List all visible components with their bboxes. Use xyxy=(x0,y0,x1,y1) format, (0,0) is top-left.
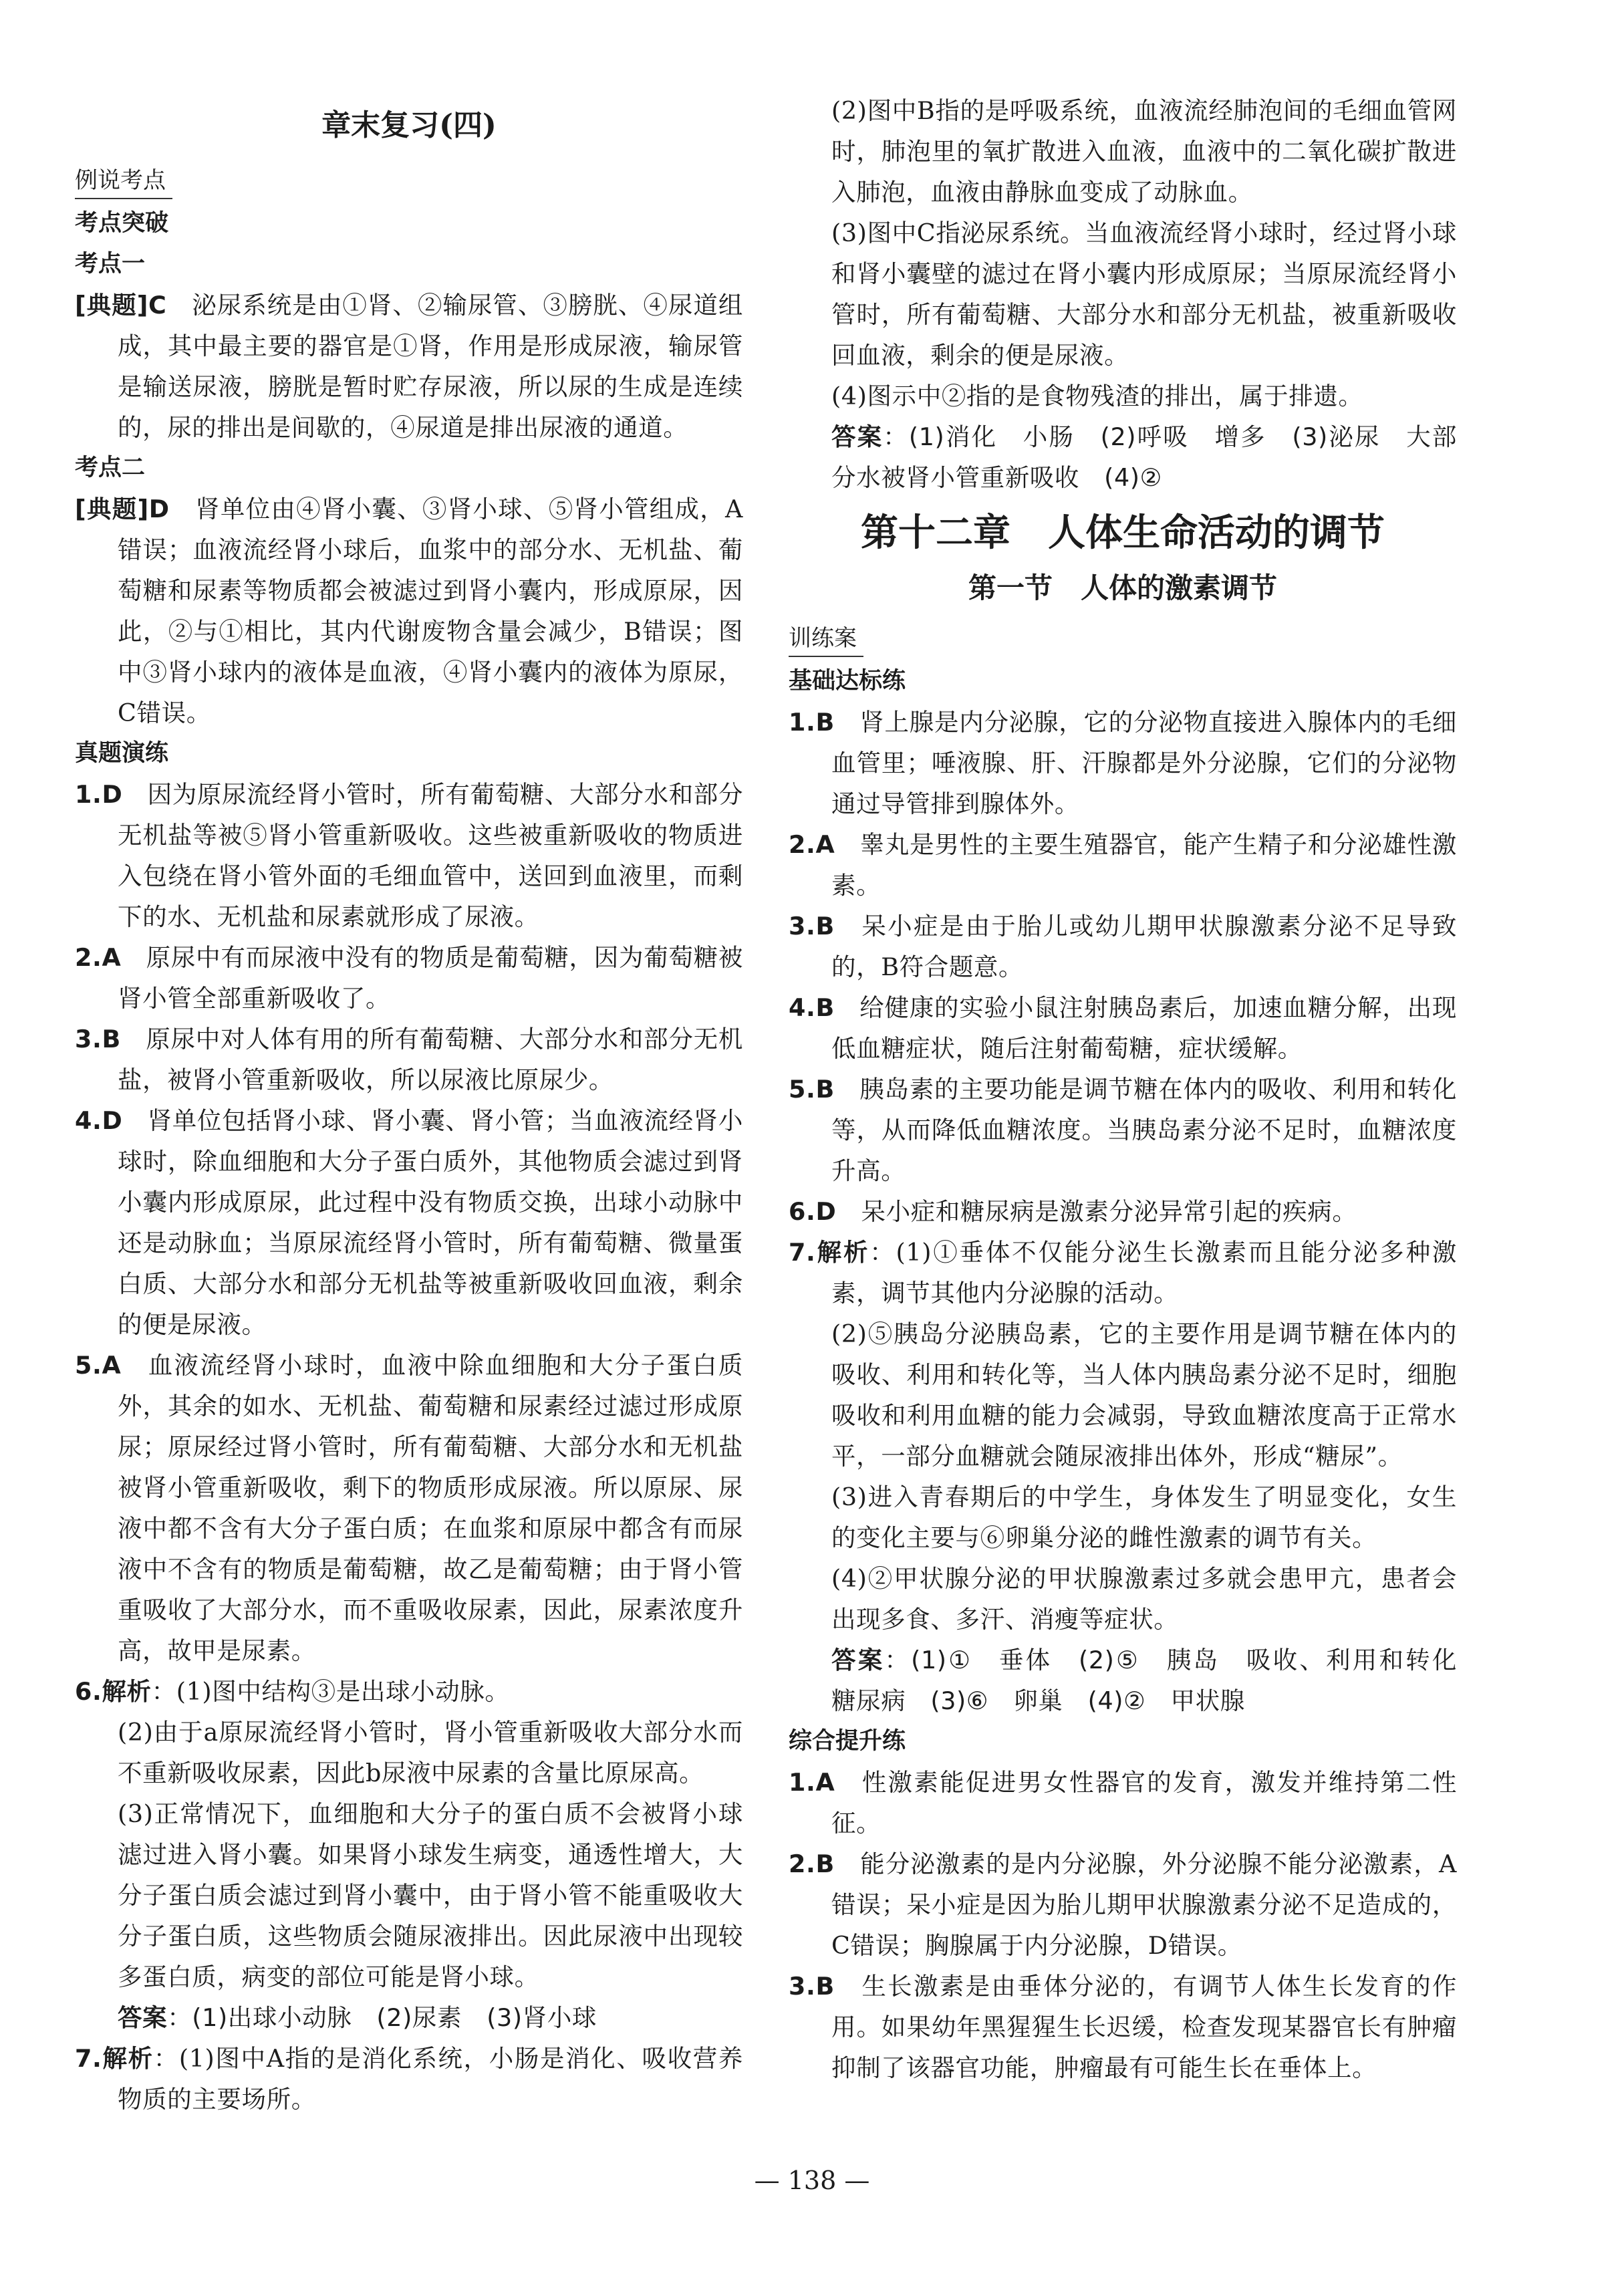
answer-item: 6.解析：(1)图中结构③是出球小动脉。 xyxy=(75,1677,510,1706)
answer-sub: (3)进入青春期后的中学生，身体发生了明显变化，女生的变化主要与⑥卵巢分泌的雌性激素的调节有关。 xyxy=(831,1483,1457,1552)
answer-sub: (2)由于a原尿流经肾小管时，肾小管重新吸收大部分水而不重新吸收尿素，因此b尿液中尿素的含量比原尿高。 xyxy=(118,1718,743,1787)
answer-sub: (4)图示中②指的是食物残渣的排出，属于排遗。 xyxy=(831,382,1363,410)
answer-item: 5.B 胰岛素的主要功能是调节糖在体内的吸收、利用和转化等，从而降低血糖浓度。当胰岛素分泌不足时，血糖浓度升高。 xyxy=(789,1075,1457,1185)
answer-item: 3.B 原尿中对人体有用的所有葡萄糖、大部分水和部分无机盐，被肾小管重新吸收，所以尿液比原尿少。 xyxy=(75,1025,743,1094)
answer-item: 2.A 睾丸是男性的主要生殖器官，能产生精子和分泌雄性激素。 xyxy=(789,830,1457,900)
answer-sub: (2)⑤胰岛分泌胰岛素，它的主要作用是调节糖在体内的吸收、利用和转化等，当人体内胰岛素分泌不足时，细胞吸收和利用血糖的能力会减弱，导致血糖浓度高于正常水平，一部分血糖就会随尿液排出体外，形成“糖尿”。 xyxy=(831,1319,1457,1471)
answer-key: 答案：(1)出球小动脉 (2)尿素 (3)肾小球 xyxy=(118,2003,597,2032)
example-2: [典题]D 肾单位由④肾小囊、③肾小球、⑤肾小管组成，A错误；血液流经肾小球后，血浆中的部分水、无机盐、葡萄糖和尿素等物质都会被滤过到肾小囊内，形成原尿，因此，②与①相比，其内代谢废物含量会减少，B错误；图中③肾小球内的液体是血液，④肾小囊内的液体为原尿，C错误。 xyxy=(75,495,743,727)
answer-item: 6.D 呆小症和糖尿病是激素分泌异常引起的疾病。 xyxy=(789,1197,1357,1226)
answer-item: 7.解析：(1)①垂体不仅能分泌生长激素而且能分泌多种激素，调节其他内分泌腺的活动。 xyxy=(789,1238,1457,1307)
answer-item: 1.D 因为原尿流经肾小管时，所有葡萄糖、大部分水和部分无机盐等被⑤肾小管重新吸收。这些被重新吸收的物质进入包绕在肾小管外面的毛细血管中，送回到血液里，而剩下的水、无机盐和尿素就形成了尿液。 xyxy=(75,780,743,931)
answer-sub: (2)图中B指的是呼吸系统，血液流经肺泡间的毛细血管网时，肺泡里的氧扩散进入血液，血液中的二氧化碳扩散进入肺泡，血液由静脉血变成了动脉血。 xyxy=(831,96,1457,207)
example-1: [典题]C 泌尿系统是由①肾、②输尿管、③膀胱、④尿道组成，其中最主要的器官是①肾，作用是形成尿液，输尿管是输送尿液，膀胱是暂时贮存尿液，所以尿的生成是连续的，尿的排出是间歇的，④尿道是排出尿液的通道。 xyxy=(75,291,744,442)
example-1-label: [典题]C xyxy=(75,291,167,320)
heading-basic: 基础达标练 xyxy=(789,668,906,694)
answer-item: 1.A 性激素能促进男女性器官的发育，激发并维持第二性征。 xyxy=(789,1768,1457,1837)
answer-key: 答案：(1)① 垂体 (2)⑤ 胰岛 吸收、利用和转化 糖尿病 (3)⑥ 卵巢 (4)② 甲状腺 xyxy=(831,1646,1482,1715)
left-column xyxy=(75,87,743,2120)
answer-item: 4.D 肾单位包括肾小球、肾小囊、肾小管；当血液流经肾小球时，除血细胞和大分子蛋白质外，其他物质会滤过到肾小囊内形成原尿，此过程中没有物质交换，出球小动脉中还是动脉血；当原尿流经肾小管时，所有葡萄糖、微量蛋白质、大部分水和部分无机盐等被重新吸收回血液，剩余的便是尿液。 xyxy=(75,1106,743,1339)
answer-sub: (3)图中C指泌尿系统。当血液流经肾小球时，经过肾小球和肾小囊壁的滤过在肾小囊内形成原尿；当原尿流经肾小管时，所有葡萄糖、大部分水和部分无机盐，被重新吸收回血液，剩余的便是尿液。 xyxy=(831,219,1457,370)
answer-item: 5.A 血液流经肾小球时，血液中除血细胞和大分子蛋白质外，其余的如水、无机盐、葡萄糖和尿素经过滤过形成原尿；原尿经过肾小管时，所有葡萄糖、大部分水和无机盐被肾小管重新吸收，剩下的物质形成尿液。所以原尿、尿液中都不含有大分子蛋白质；在血浆和原尿中都含有而尿液中不含有的物质是葡萄糖，故乙是葡萄糖；由于肾小管重吸收了大部分水，而不重吸收尿素，因此，尿素浓度升高，故甲是尿素。 xyxy=(75,1351,743,1665)
chapter-title: 第十二章 人体生命活动的调节 xyxy=(861,511,1385,555)
answer-sub: (3)正常情况下，血细胞和大分子的蛋白质不会被肾小球滤过进入肾小囊。如果肾小球发生病变，通透性增大，大分子蛋白质会滤过到肾小囊中，由于肾小管不能重吸收大分子蛋白质，这些物质会随尿液排出。因此尿液中出现较多蛋白质，病变的部位可能是肾小球。 xyxy=(118,1799,743,1991)
right-column xyxy=(789,90,1482,2088)
heading-point-1: 考点一 xyxy=(75,251,146,277)
answer-item: 2.B 能分泌激素的是内分泌腺，外分泌腺不能分泌激素，A错误；呆小症是因为胎儿期甲状腺激素分泌不足造成的，C错误；胸腺属于内分泌腺，D错误。 xyxy=(789,1850,1457,1960)
heading-point-2: 考点二 xyxy=(75,455,146,481)
page-number: — 138 — xyxy=(754,2166,870,2195)
answer-item: 3.B 呆小症是由于胎儿或幼儿期甲状腺激素分泌不足导致的，B符合题意。 xyxy=(789,912,1457,981)
section-tag-training: 训练案 xyxy=(789,621,863,657)
answer-item: 1.B 肾上腺是内分泌腺，它的分泌物直接进入腺体内的毛细血管里；唾液腺、肝、汗腺都是外分泌腺，它们的分泌物通过导管排到腺体外。 xyxy=(789,708,1457,818)
section-title: 第一节 人体的激素调节 xyxy=(968,572,1277,604)
review-title: 章末复习(四) xyxy=(321,108,497,142)
answer-item: 4.B 给健康的实验小鼠注射胰岛素后，加速血糖分解，出现低血糖症状，随后注射葡萄糖，症状缓解。 xyxy=(789,993,1457,1063)
answer-item: 2.A 原尿中有而尿液中没有的物质是葡萄糖，因为葡萄糖被肾小管全部重新吸收了。 xyxy=(75,943,743,1013)
answer-key: 答案：(1)消化 小肠 (2)呼吸 增多 (3)泌尿 大部分水被肾小管重新吸收 (4)② xyxy=(831,422,1457,492)
answer-item: 7.解析：(1)图中A指的是消化系统，小肠是消化、吸收营养物质的主要场所。 xyxy=(75,2044,744,2114)
heading-real-exam: 真题演练 xyxy=(75,740,169,767)
answer-item: 3.B 生长激素是由垂体分泌的，有调节人体生长发育的作用。如果幼年黑猩猩生长迟缓，检查发现某器官长有肿瘤抑制了该器官功能，肿瘤最有可能生长在垂体上。 xyxy=(789,1972,1457,2082)
example-2-label: [典题]D xyxy=(75,495,170,523)
heading-breakthrough: 考点突破 xyxy=(75,210,169,237)
section-tag-examples: 例说考点 xyxy=(75,163,172,199)
answer-sub: (4)②甲状腺分泌的甲状腺激素过多就会患甲亢，患者会出现多食、多汗、消瘦等症状。 xyxy=(831,1564,1457,1634)
heading-comprehensive: 综合提升练 xyxy=(789,1728,906,1755)
